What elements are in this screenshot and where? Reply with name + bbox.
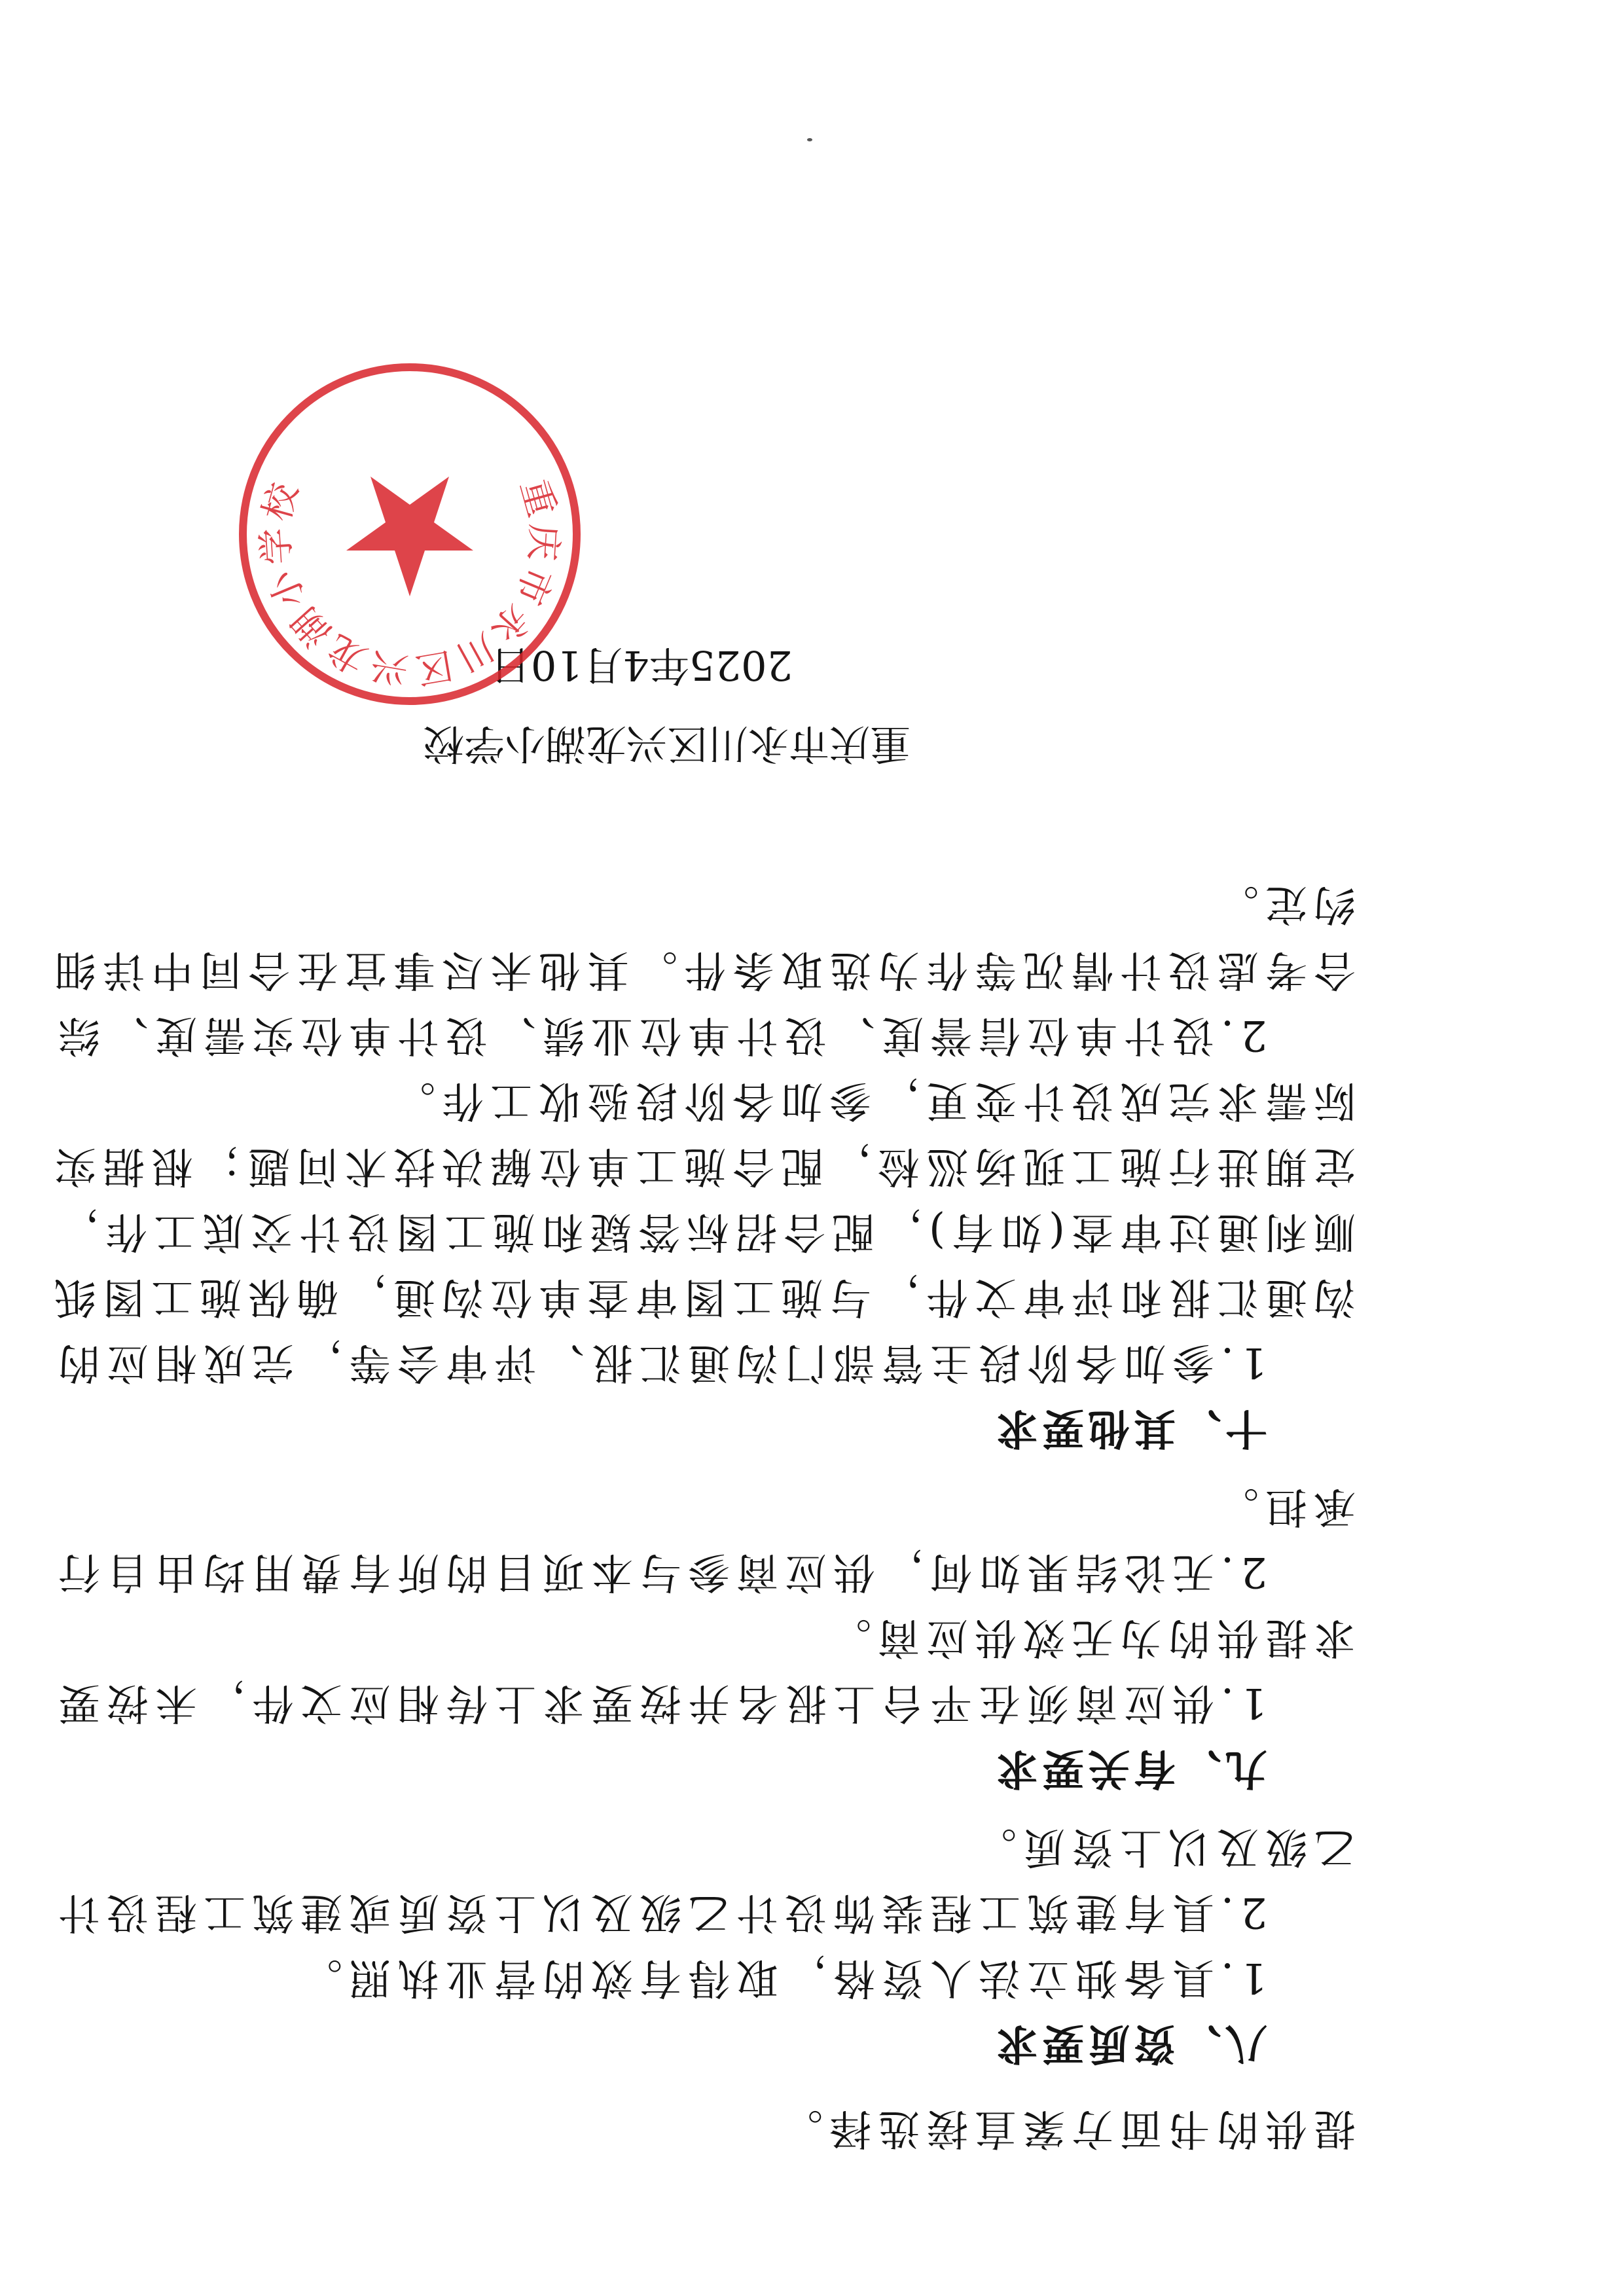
text-line: 顺利通过审查(如有)，配合招标答疑和施工图设计交底工作， [50, 1207, 1356, 1256]
text-line: 提供的书面方案直接选择。 [774, 2104, 1356, 2152]
section-heading-qualification: 八、资质要求 [992, 2019, 1267, 2067]
scan-speck [807, 138, 812, 141]
text-line: 合考虑设计情况等作为选取条件。其他未尽事宜在合同中详细 [48, 945, 1356, 994]
text-line: 2.设计单位信誉度、设计单位业绩、设计单位实需度、综 [51, 1011, 1267, 1059]
text-line: 乙级及以上资质。 [968, 1822, 1356, 1871]
signature-date: 2025年4月10日 [490, 642, 793, 689]
text-line: 求提供的为无效供应商。 [823, 1613, 1356, 1661]
text-line: 1.参加各阶段主管部门沟通汇报、评审会等，完成相应的 [51, 1338, 1267, 1386]
text-line: 沟通汇报和评审文件，与施工图审查单位沟通，确保施工图纸 [48, 1273, 1356, 1321]
text-line: 定期进行施工现场巡检，配合施工单位解决技术问题；根据实 [48, 1142, 1356, 1190]
text-line: 约定。 [1210, 880, 1356, 928]
official-seal [233, 357, 586, 711]
section-heading-other: 十、其他要求 [992, 1403, 1267, 1452]
signature-organization: 重庆市永川区兴龙湖小学校 [423, 720, 911, 768]
text-line: 1.供应商须在平台上报名并按要求上传相应文件，未按要 [51, 1678, 1267, 1727]
seal-text: 重庆市永川区兴龙湖小学校 [254, 475, 566, 692]
section-heading-requirements: 九、有关要求 [992, 1744, 1267, 1792]
text-line: 2.无论结果如何，供应商参与本项目的所有费用均由自行 [51, 1547, 1267, 1596]
text-line: 承担。 [1210, 1482, 1356, 1530]
text-line: 际需求完成设计变更，参加各阶段验收工作。 [387, 1076, 1356, 1125]
text-line: 2.具有建筑工程装饰设计乙级及以上资质或建筑工程设计 [51, 1888, 1267, 1936]
text-line: 1.具备独立法人资格，取得有效的营业执照。 [293, 1953, 1267, 2002]
star-icon [346, 477, 473, 596]
